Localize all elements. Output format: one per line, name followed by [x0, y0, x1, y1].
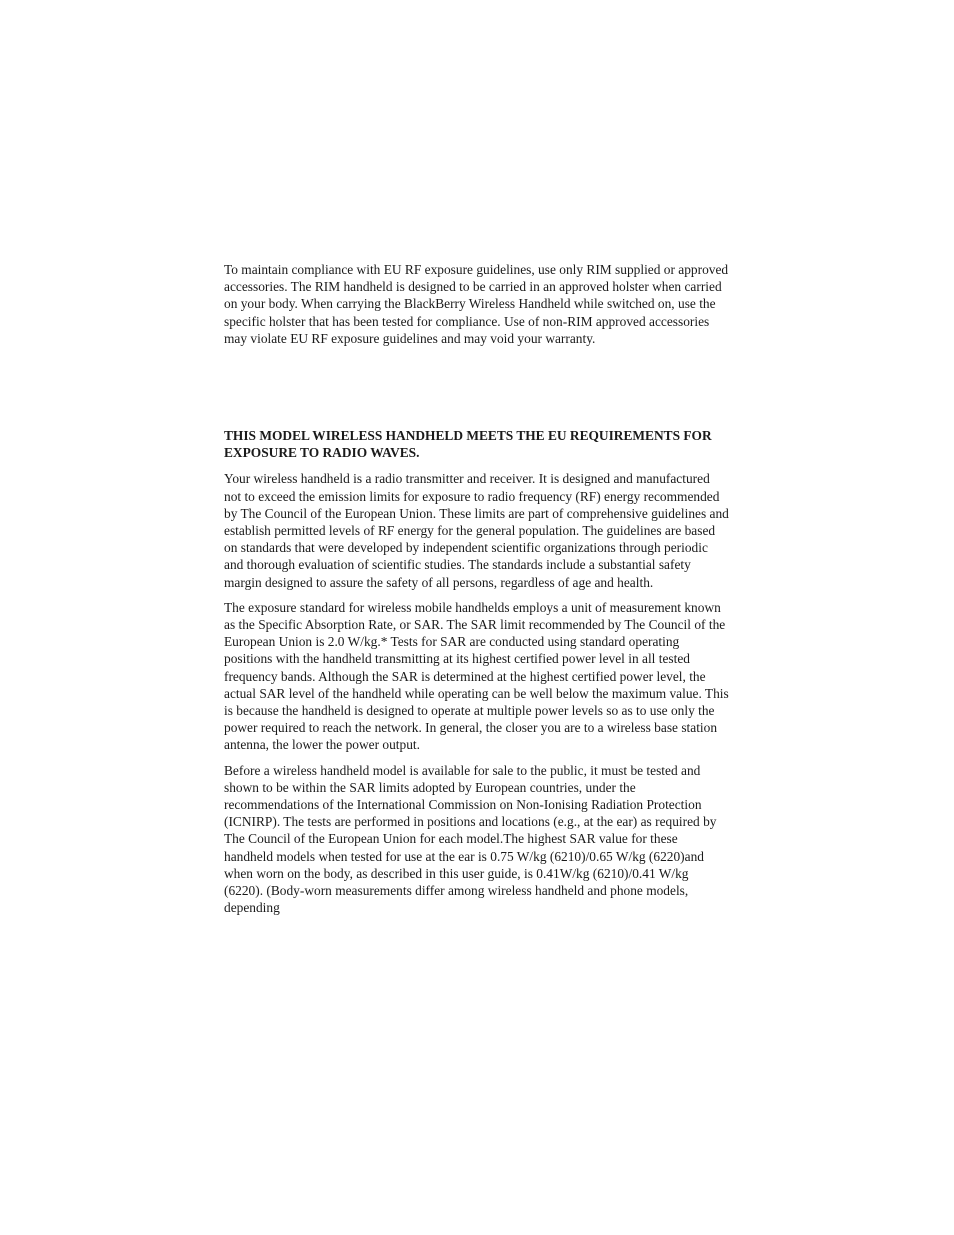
compliance-paragraph: To maintain compliance with EU RF exposure guidelines, use only RIM supplied or approved accessories. The RIM handheld is designed to be carried in an approved holster when carried on your body. When carrying the BlackBerry Wireless Handheld while switched on, use the specific holster that has been tested for compliance. Use of non-RIM approved accessories may violate EU RF exposure guidelines and may void your warranty.: [224, 262, 729, 346]
sar-testing-paragraph: Before a wireless handheld model is available for sale to the public, it must be tested and shown to be within the SAR limits adopted by European countries, under the recommendations of the International Commission on Non-Ionising Radiation Protection (ICNIRP). The tests are performed in positions and locations (e.g., at the ear) as required by The Council of the European Union for each model.The highest SAR value for these handheld models when tested for use at the ear is 0.75 W/kg (6210)/0.65 W/kg (6220)and when worn on the body, as described in this user guide, is 0.41W/kg (6210)/0.41 W/kg (6220). (Body-worn measurements differ among wireless handheld and phone models, depending: [224, 762, 717, 916]
sar-standard-paragraph: The exposure standard for wireless mobile handhelds employs a unit of measurement known as the Specific Absorption Rate, or SAR. The SAR limit recommended by The Council of the European Union is 2.0 W/kg.* Tests for SAR are conducted using standard operating positions with the handheld transmitting at its highest certified power level in all tested frequency bands. Although the SAR is determined at the highest certified power level, the actual SAR level of the handheld while operating can be well below the maximum value. This is because the handheld is designed to operate at multiple power levels so as to use only the power required to reach the network. In general, the closer you are to a wireless base station antenna, the lower the power output.: [224, 599, 729, 753]
compliance-section: [224, 261, 730, 347]
eu-requirements-section: [224, 427, 730, 916]
rf-energy-paragraph: Your wireless handheld is a radio transmitter and receiver. It is designed and manufactured not to exceed the emission limits for exposure to radio frequency (RF) energy recommended by The Council of the European Union. These limits are part of comprehensive guidelines and establish permitted levels of RF energy for the general population. The guidelines are based on standards that were developed by independent scientific organizations through periodic and thorough evaluation of scientific studies. The standards include a substantial safety margin designed to assure the safety of all persons, regardless of age and health.: [224, 471, 729, 590]
section-heading: THIS MODEL WIRELESS HANDHELD MEETS THE EU REQUIREMENTS FOR EXPOSURE TO RADIO WAVES.: [224, 428, 712, 461]
